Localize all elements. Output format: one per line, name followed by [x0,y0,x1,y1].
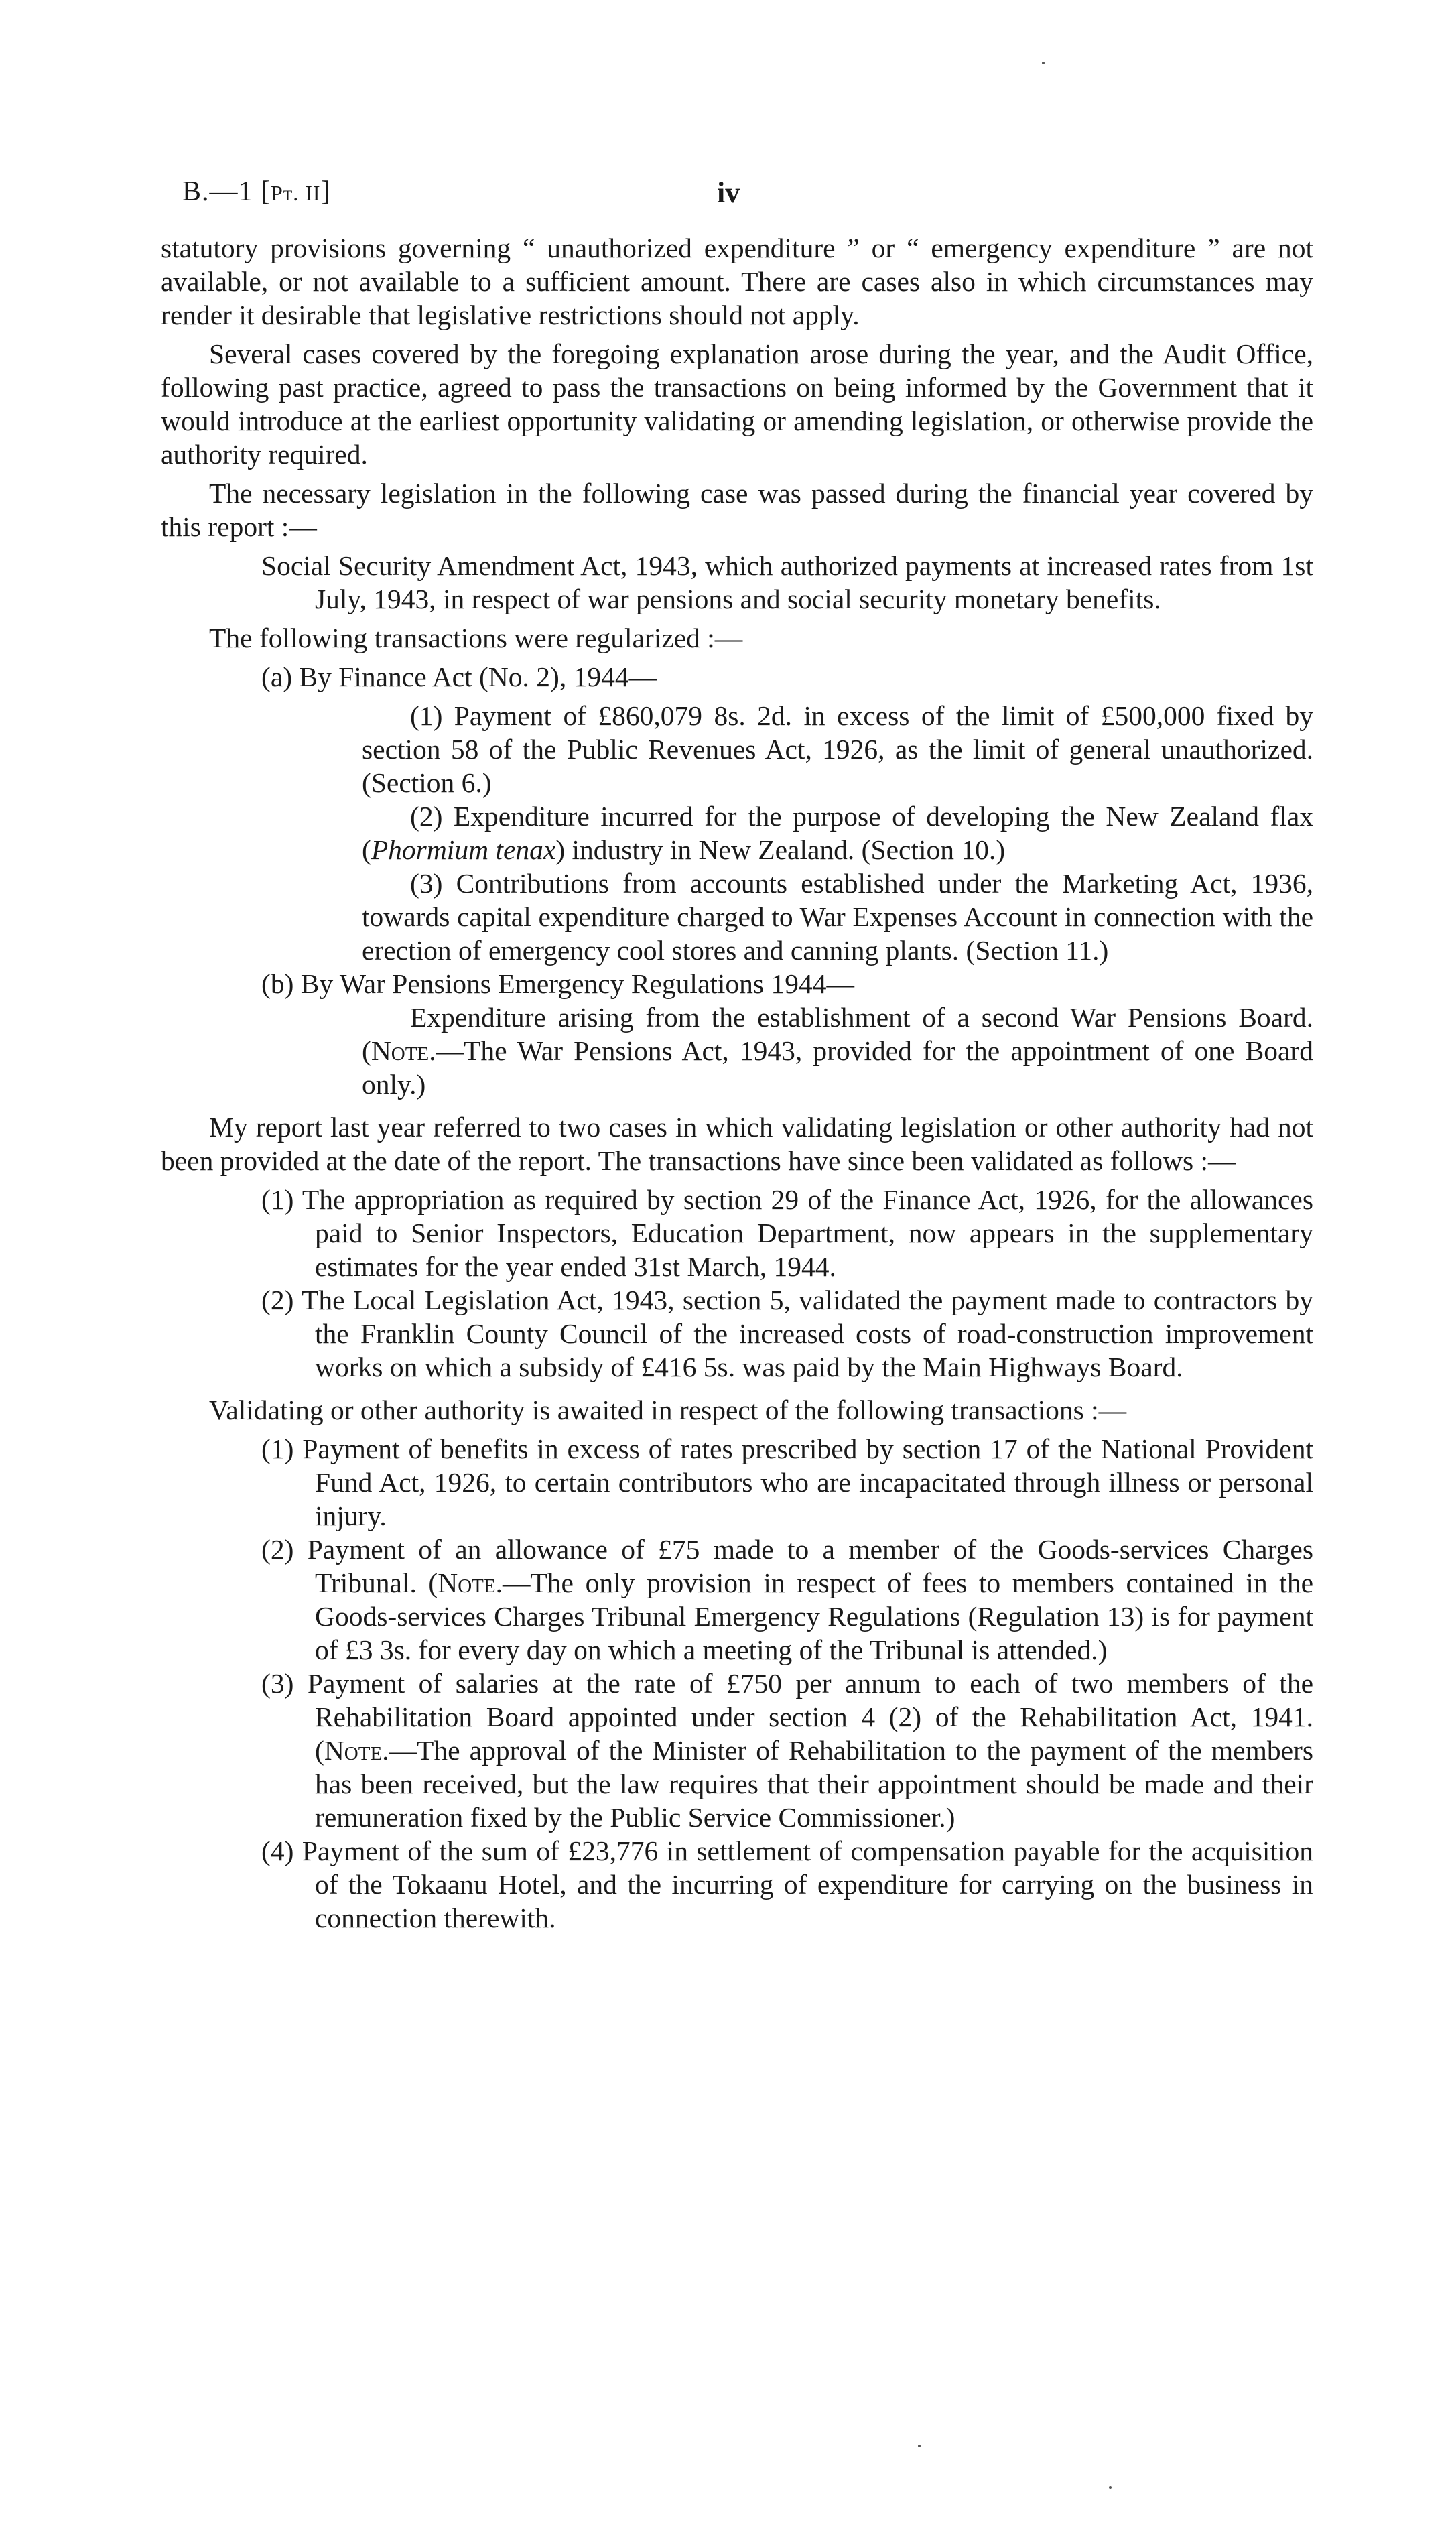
page-header [182,176,1309,216]
code-suffix: ] [320,176,331,207]
item-a2-text: (2) Expenditure incurred for the purpose of developing the New Zealand flax ( [362,801,1313,865]
item-w2-text-end: .—The only provision in respect of fees to members contained in the Goods-services Charges Tribunal Emergency Regulations (Regulation 13) is for payment of £3 3s. for every day on which a meeting of the Tribunal is attended.) [315,1567,1313,1665]
paragraph-validating-awaited: Validating or other authority is awaited in respect of the following transactions :— [209,1395,1127,1425]
note-label: Note [438,1567,496,1598]
item-w3-text-end: .—The approval of the Minister of Rehabilitation to the payment of the members has been received, but the law requires that their appointment should be made and their remuneration fixed by the Public Service Commissioner.) [315,1735,1313,1833]
part-label: Pt. II [271,181,321,205]
item-w4: (4) Payment of the sum of £23,776 in settlement of compensation payable for the acquisition of the Tokaanu Hotel, and the incurring of expenditure for carrying on the business in connection therewith. [261,1835,1313,1933]
paragraph-regularized: The following transactions were regularized :— [209,623,743,653]
item-a2-text-end: ) industry in New Zealand. (Section 10.) [555,834,1006,865]
document-code [182,176,331,208]
paragraph-report-last-year: My report last year referred to two cases in which validating legislation or other authority had not been provided at the date of the report. The transactions have since been validated as follows :— [161,1112,1313,1176]
note-label: Note [324,1735,383,1766]
item-w1: (1) Payment of benefits in excess of rates prescribed by section 17 of the National Provident Fund Act, 1926, to certain contributors who are incapacitated through illness or personal injury. [261,1433,1313,1531]
body-text [161,231,1313,1935]
scan-speck [1109,2486,1112,2489]
note-label: Note [371,1035,429,1066]
scan-speck [1042,62,1045,64]
heading-war-pensions: (b) By War Pensions Emergency Regulations 1944— [261,968,854,999]
scan-speck [918,2445,921,2447]
item-b1-text: Expenditure arising from the establishment of a second War Pensions Board. ( [362,1002,1313,1066]
paragraph-necessary-legislation: The necessary legislation in the following case was passed during the financial year covered by this report :— [161,478,1313,542]
item-w3 [161,1667,1313,1834]
item-b1-text-end: .—The War Pensions Act, 1943, provided for the appointment of one Board only.) [362,1035,1313,1100]
item-w3-text: (3) Payment of salaries at the rate of £750 per annum to each of two members of the Rehabilitation Board appointed under section 4 (2) of the Rehabilitation Act, 1941. ( [261,1668,1313,1766]
item-v1: (1) The appropriation as required by section 29 of the Finance Act, 1926, for the allowances paid to Senior Inspectors, Education Department, now appears in the supplementary estimates for the year ended 31st March, 1944. [261,1184,1313,1282]
code-prefix: B.—1 [ [182,176,271,207]
item-social-security-act: Social Security Amendment Act, 1943, which authorized payments at increased rates from 1st July, 1943, in respect of war pensions and social security monetary benefits. [261,550,1313,614]
item-w2-text: (2) Payment of an allowance of £75 made to a member of the Goods-services Charges Tribunal. ( [261,1534,1313,1598]
item-b1 [161,1000,1313,1101]
heading-finance-act: (a) By Finance Act (No. 2), 1944— [261,661,657,692]
item-a2-italic: Phormium tenax [371,834,556,865]
item-w2 [161,1533,1313,1667]
item-a3: (3) Contributions from accounts established under the Marketing Act, 1936, towards capital expenditure charged to War Expenses Account in connection with the erection of emergency cool stores and canning plants. (Section 11.) [362,868,1313,966]
paragraph-several-cases: Several cases covered by the foregoing explanation arose during the year, and the Audit Office, following past practice, agreed to pass the transactions on being informed by the Government that it would introduce at the earliest opportunity validating or amending legislation, or otherwise provide the authority required. [161,338,1313,470]
paragraph-continuation: statutory provisions governing “ unauthorized expenditure ” or “ emergency expenditure ” are not available, or not available to a sufficient amount. There are cases also in which circumstances may render it desirable that legislative restrictions should not apply. [161,233,1313,330]
item-a2 [161,799,1313,866]
item-v2: (2) The Local Legislation Act, 1943, section 5, validated the payment made to contractors by the Franklin County Council of the increased costs of road-construction improvement works on which a subsidy of £416 5s. was paid by the Main Highways Board. [261,1285,1313,1382]
item-a1: (1) Payment of £860,079 8s. 2d. in excess of the limit of £500,000 fixed by section 58 of the Public Revenues Act, 1926, as the limit of general unauthorized. (Section 6.) [362,700,1313,798]
page-number: iv [717,176,740,209]
